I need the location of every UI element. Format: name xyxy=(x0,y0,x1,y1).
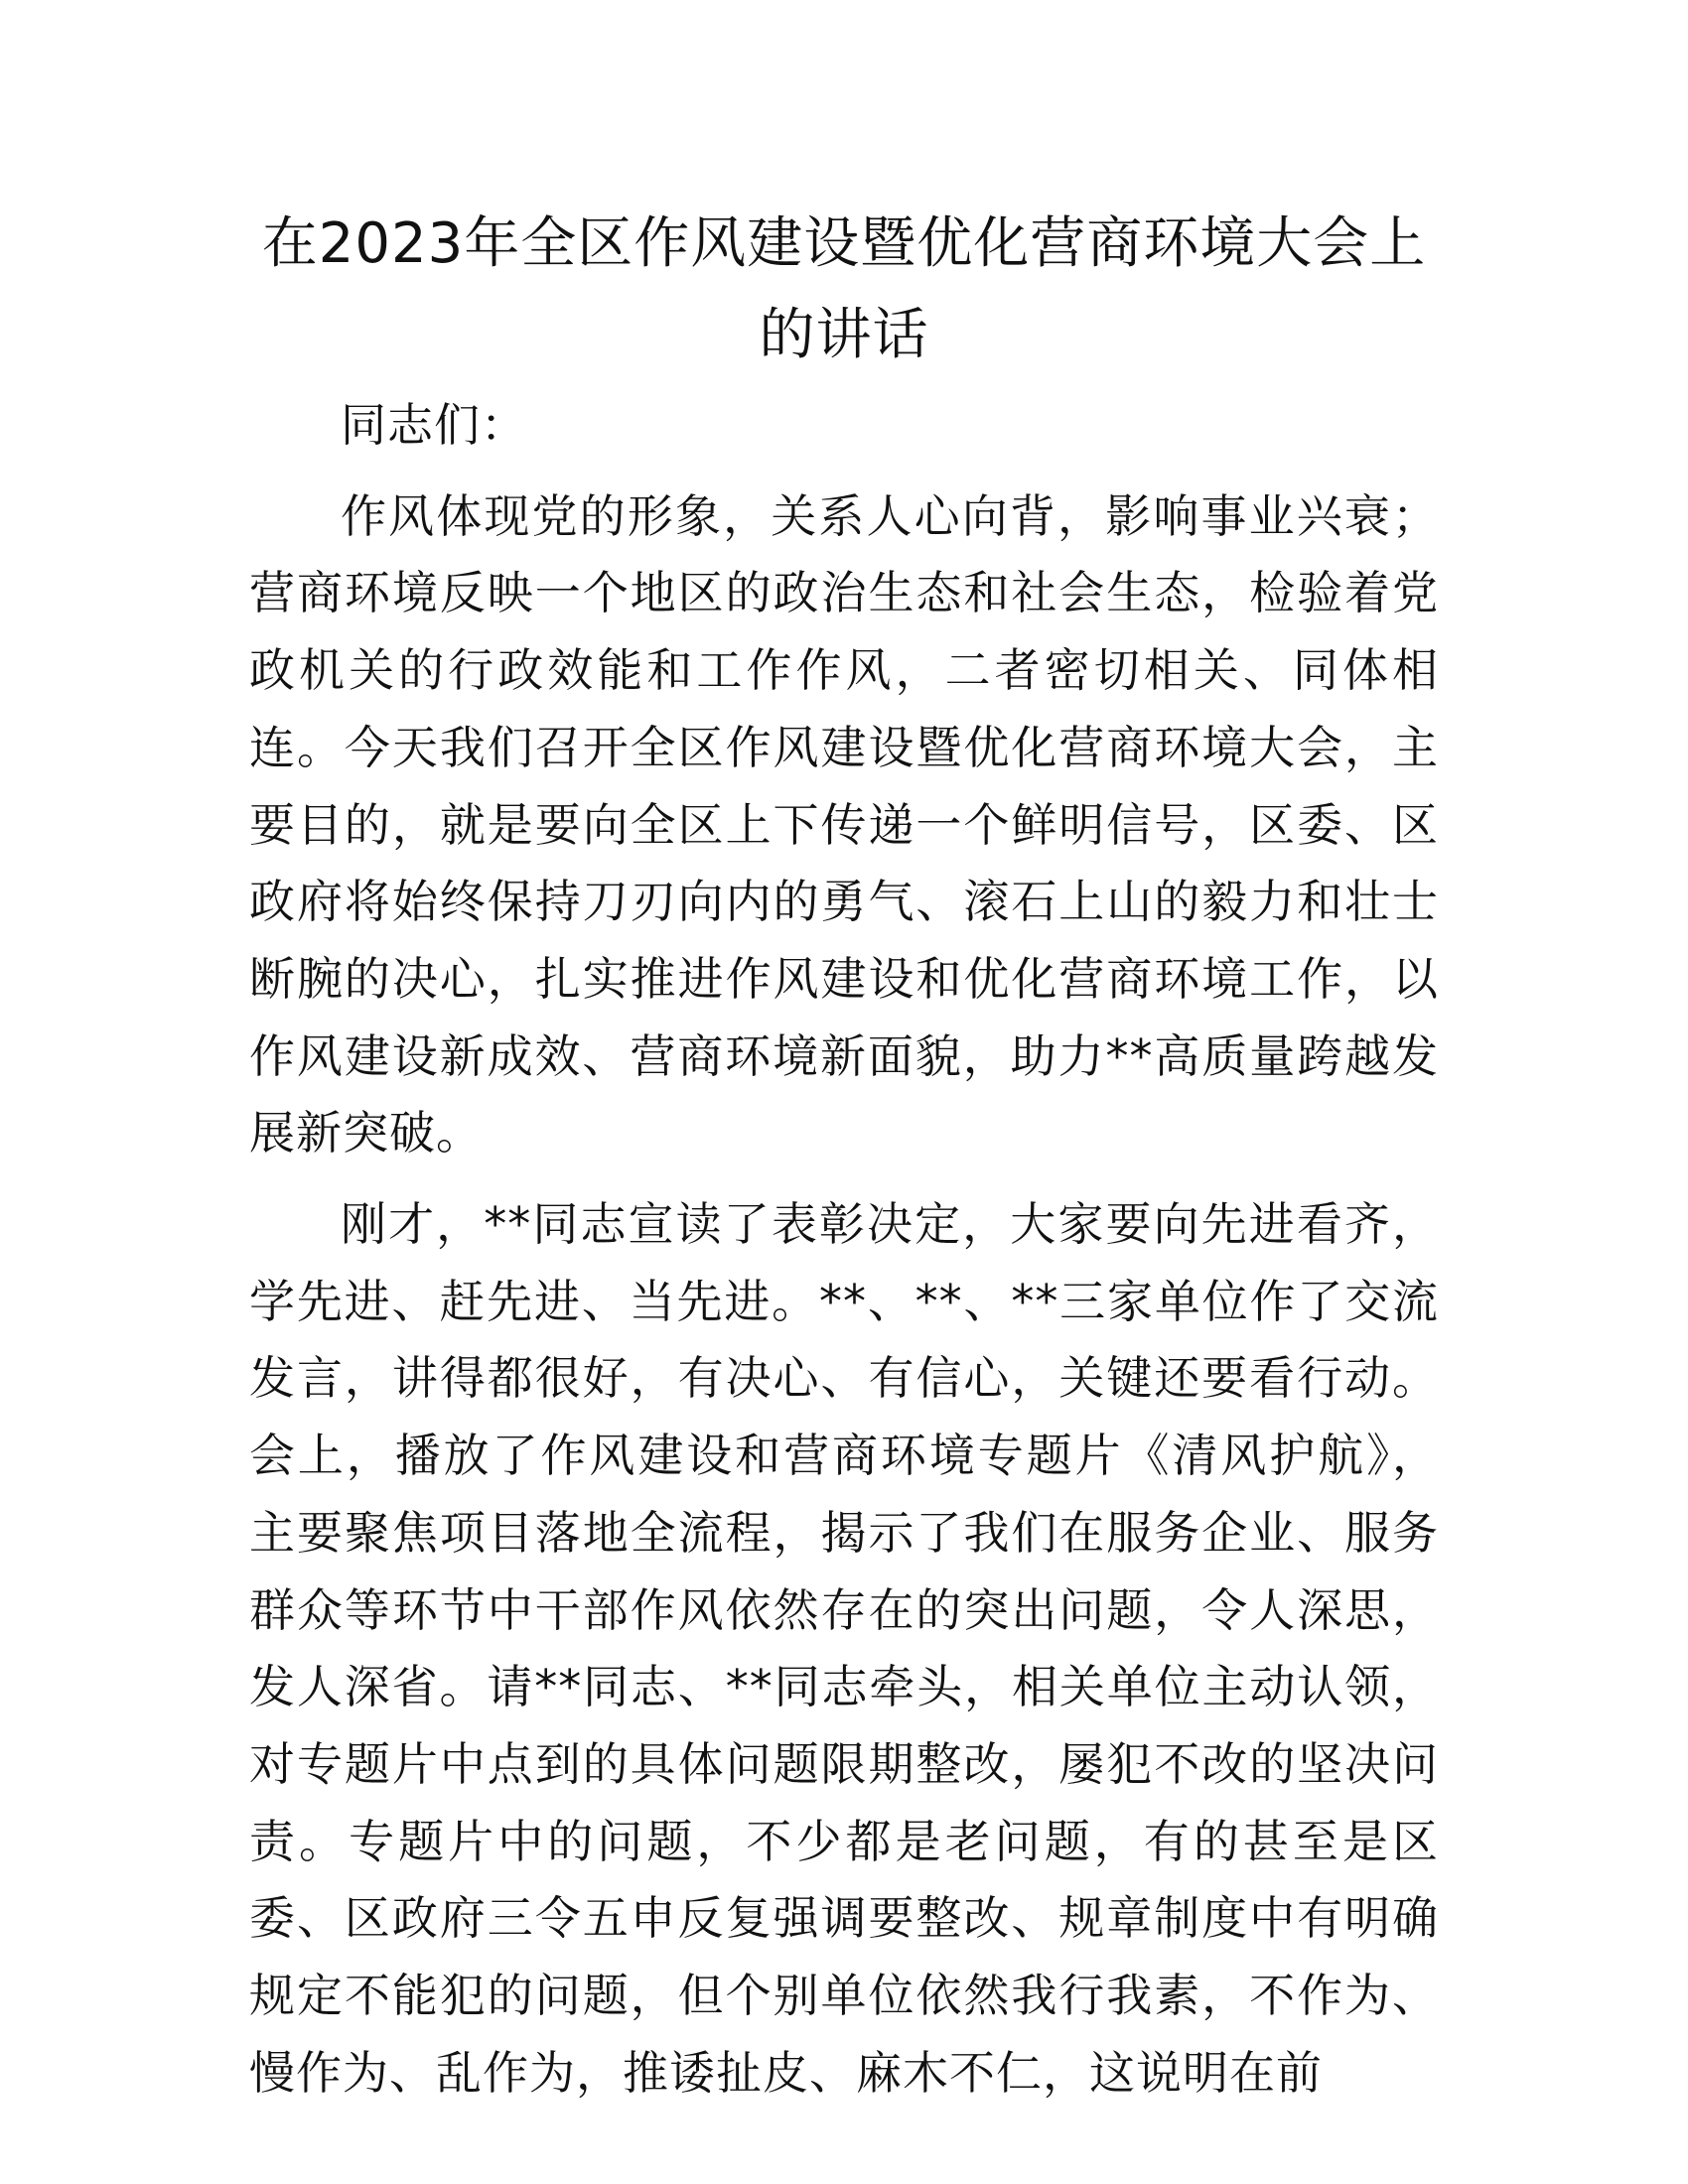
document-body xyxy=(249,387,1439,2125)
paragraph-2: 刚才，**同志宣读了表彰决定，大家要向先进看齐，学先进、赶先进、当先进。**、**、**三家单位作了交流发言，讲得都很好，有决心、有信心，关键还要看行动。会上，播放了作风建设和营商环境专题片《清风护航》，主要聚焦项目落地全流程，揭示了我们在服务企业、服务群众等环节中干部作风依然存在的突出问题，令人深思，发人深省。请**同志、**同志牵头，相关单位主动认领，对专题片中点到的具体问题限期整改，屡犯不改的坚决问责。专题片中的问题，不少都是老问题，有的甚至是区委、区政府三令五申反复强调要整改、规章制度中有明确规定不能犯的问题，但个别单位依然我行我素，不作为、慢作为、乱作为，推诿扯皮、麻木不仁，这说明在前 xyxy=(249,1197,1439,2100)
document-title: 在2023年全区作风建设暨优化营商环境大会上的讲话 xyxy=(261,211,1427,367)
paragraph-1: 作风体现党的形象，关系人心向背，影响事业兴衰；营商环境反映一个地区的政治生态和社会生态，检验着党政机关的行政效能和工作作风，二者密切相关、同体相连。今天我们召开全区作风建设暨优化营商环境大会，主要目的，就是要向全区上下传递一个鲜明信号，区委、区政府将始终保持刀刃向内的勇气、滚石上山的毅力和壮士断腕的决心，扎实推进作风建设和优化营商环境工作，以作风建设新成效、营商环境新面貌，助力**高质量跨越发展新突破。 xyxy=(249,488,1439,1160)
salutation: 同志们： xyxy=(341,398,527,452)
